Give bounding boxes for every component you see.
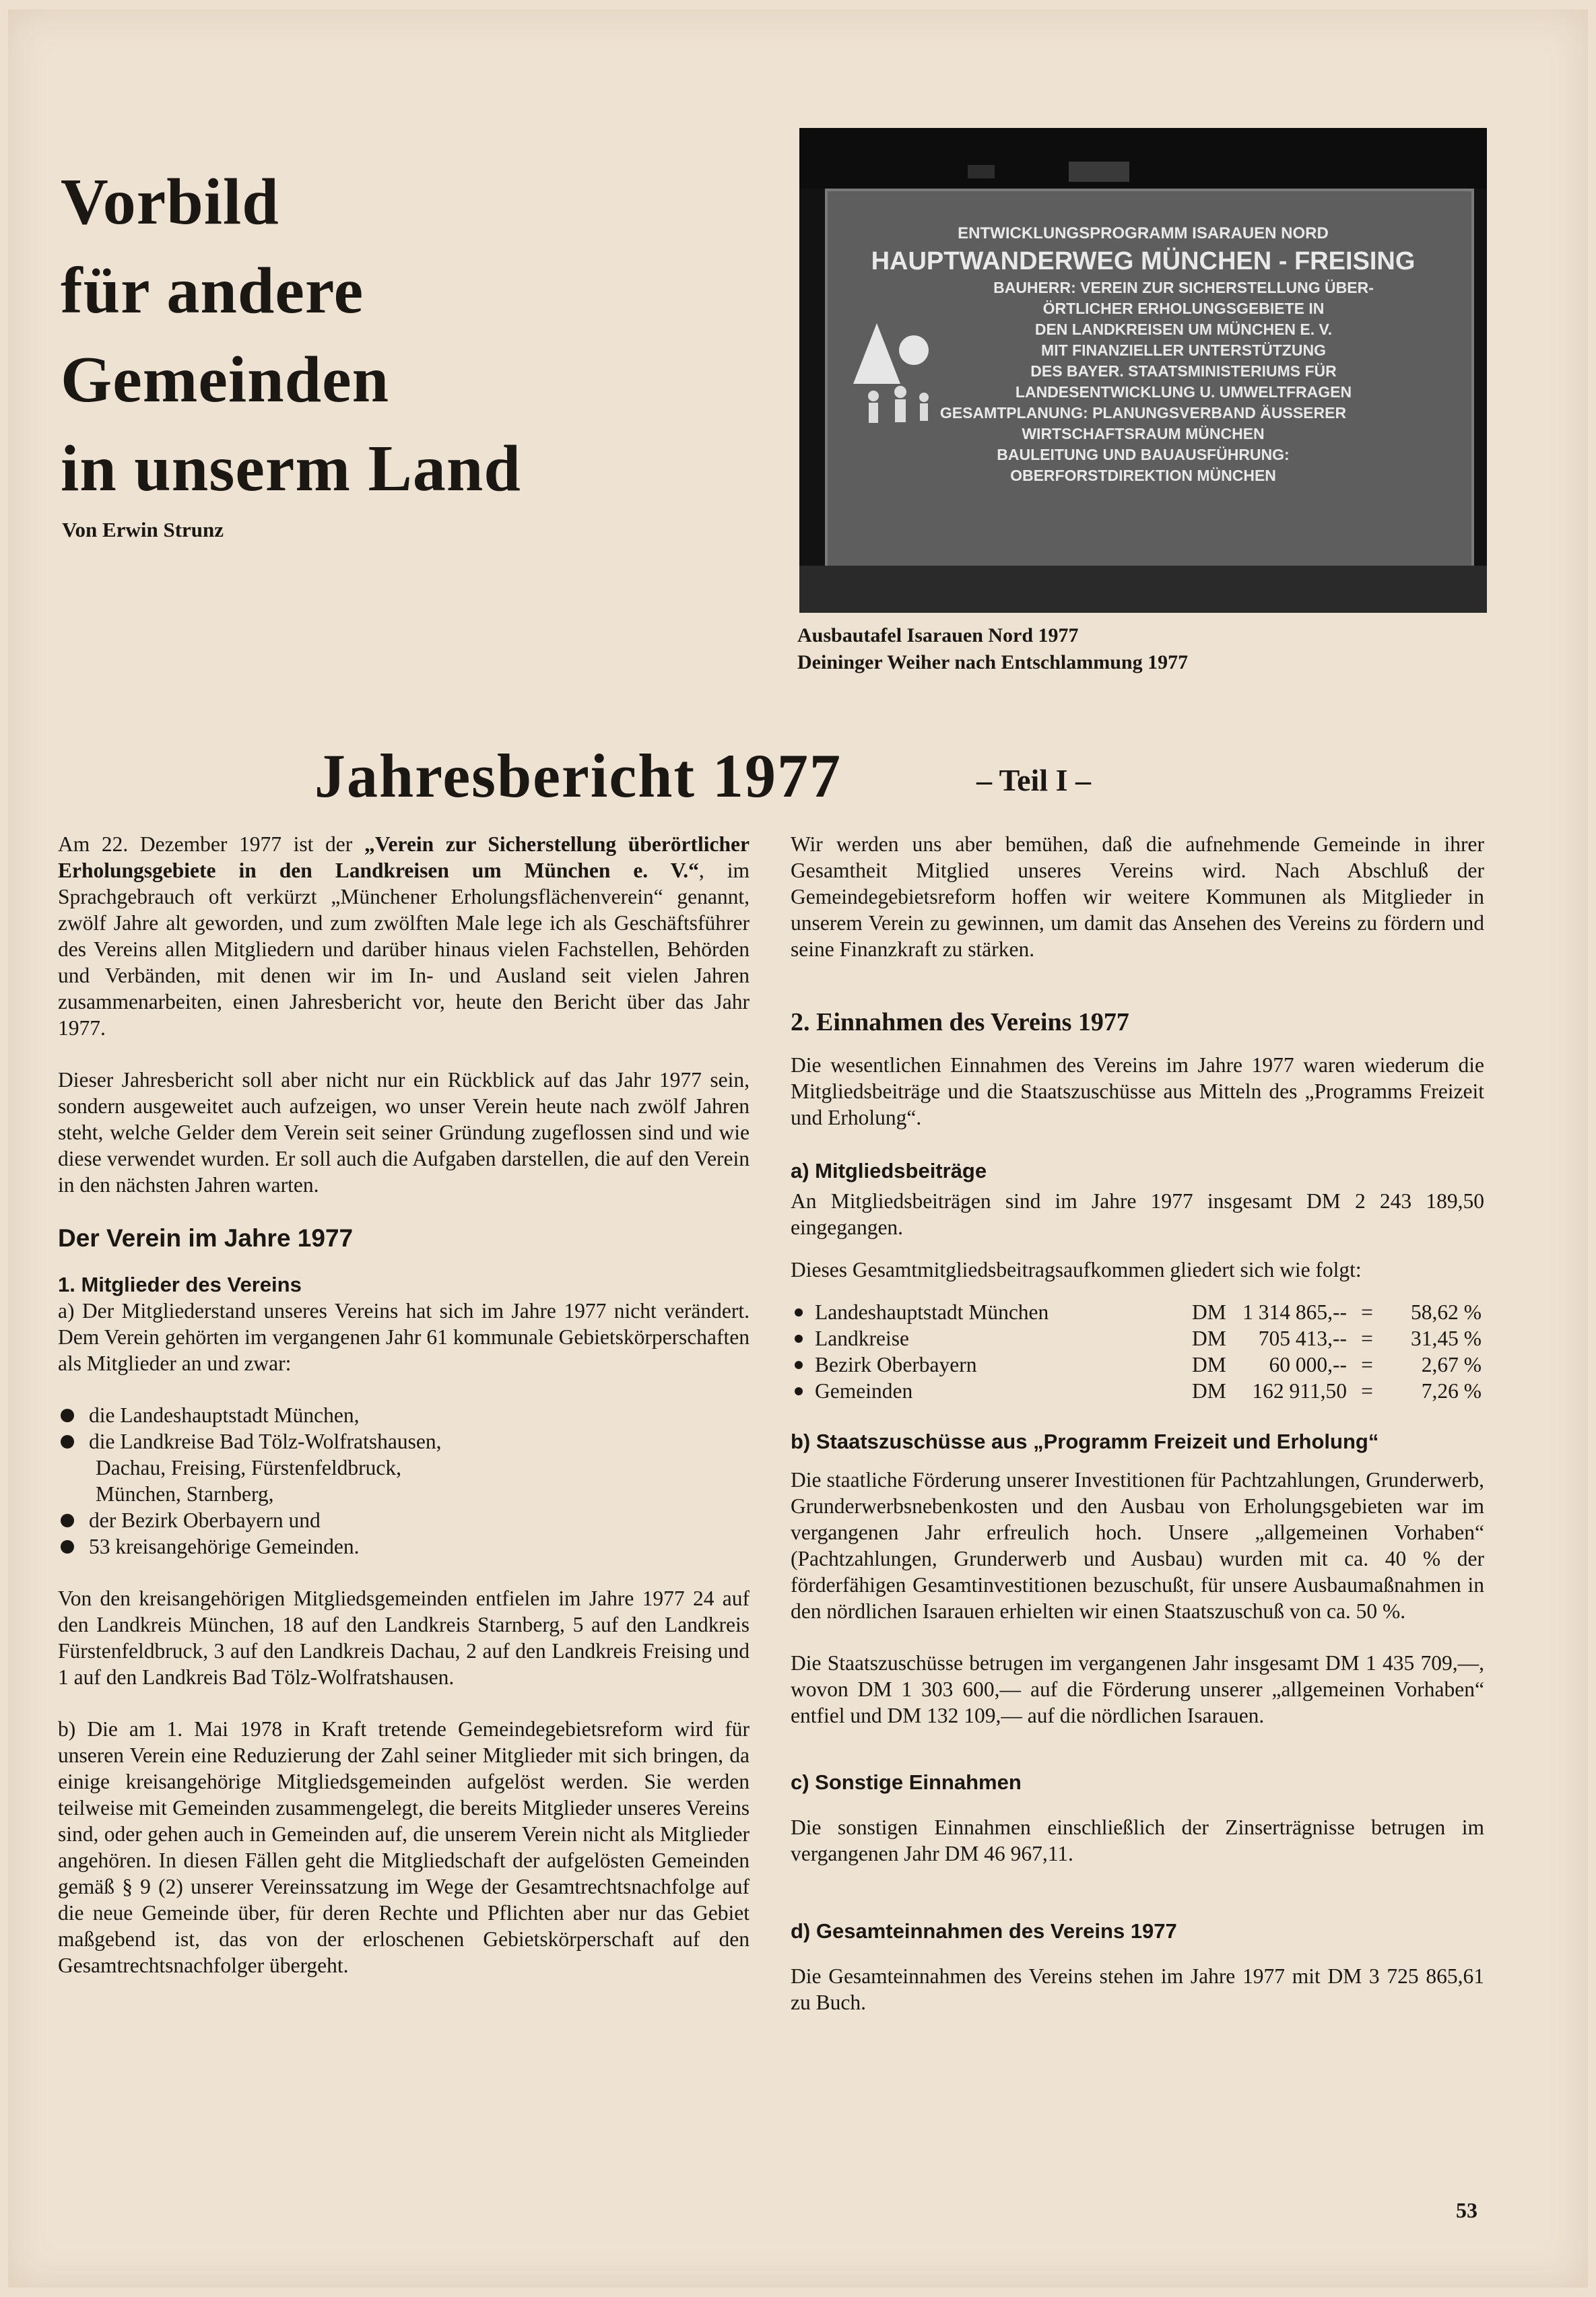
bullet-icon [795, 1361, 803, 1369]
paragraph: Wir werden uns aber bemühen, daß die aufnehmende Gemeinde in ihrer Gesamtheit Mitglied unseres Vereins wird. Nach Abschluß der Gemeindegebietsreform hoffen wir weitere Kommunen als Mitglieder in unserem Verein zu gewinnen, um damit das Ansehen des Vereins zu fördern und seine Finanzkraft zu stärken. [791, 832, 1484, 961]
row-label: Gemeinden [815, 1379, 913, 1403]
row-equals: = [1361, 1379, 1373, 1403]
member-item [58, 1481, 750, 1507]
paragraph: Die Staatszuschüsse betrugen im vergangenen Jahr insgesamt DM 1 435 709,—, wovon DM 1 303 600,— auf die Förderung unserer „allgemeinen Vorhaben“ entfiel und DM 132 109,— auf die nördlichen Isarauen. [791, 1651, 1484, 1727]
member-item [58, 1402, 750, 1428]
intro-text-cont: , im Sprachgebrauch oft verkürzt „Münchener Erholungsflächenverein“ genannt, zwölf Jahre alt geworden, und zum zwölften Male lege ich als Geschäftsführer des Vereins allen Mitgliedern und darüber hinaus vielen Fachstellen, Behörden und Verbänden, mit denen wir im In- und Ausland seit vielen Jahren zusammenarbeiten, einen Jahresbericht vor, heute den Bericht über das Jahr 1977. [58, 859, 750, 1040]
article-title: Jahresbericht 1977 [314, 741, 842, 810]
magazine-page [8, 9, 1588, 2288]
subsection-heading: d) Gesamteinnahmen des Vereins 1977 [791, 1919, 1177, 1943]
member-text: 53 kreisangehörige Gemeinden. [89, 1535, 360, 1558]
row-label: Landkreise [815, 1327, 909, 1350]
contribution-table [791, 1299, 1482, 1404]
subsection-heading: b) Staatszuschüsse aus „Programm Freizeit und Erholung“ [791, 1430, 1379, 1453]
sign-line: ENTWICKLUNGSPROGRAMM ISARAUEN NORD [958, 224, 1329, 242]
sign-line: ÖRTLICHER ERHOLUNGSGEBIETE IN [1042, 300, 1325, 317]
row-amount: 162 911,50 [1252, 1379, 1347, 1403]
intro-paragraph [58, 831, 750, 1041]
row-amount: 1 314 865,-- [1242, 1300, 1347, 1324]
sign-line: DES BAYER. STAATSMINISTERIUMS FÜR [1030, 362, 1337, 380]
member-item [58, 1533, 750, 1560]
row-equals: = [1361, 1300, 1373, 1324]
paragraph: Dieses Gesamtmitgliedsbeitragsaufkommen gliedert sich wie folgt: [791, 1258, 1362, 1281]
row-name [791, 1325, 1192, 1352]
sign-photo [799, 128, 1487, 613]
row-name [791, 1299, 1192, 1325]
sign-line: BAULEITUNG UND BAUAUSFÜHRUNG: [997, 446, 1290, 463]
intro-text: Am 22. Dezember 1977 ist der [58, 832, 364, 856]
row-percent: 58,62 % [1411, 1300, 1482, 1324]
row-amount: 705 413,-- [1258, 1327, 1347, 1350]
paragraph: Dieser Jahresbericht soll aber nicht nur ein Rückblick auf das Jahr 1977 sein, sondern ausgeweitet auch aufzeigen, wo unser Verein heute nach zwölf Jahren steht, welche Gelder dem Verein seit seiner Gründung zugeflossen sind und wie diese verwendet wurden. Er soll auch die Aufgaben darstellen, die auf den Verein in den nächsten Jahren warten. [58, 1068, 750, 1197]
subsection-heading: c) Sonstige Einnahmen [791, 1770, 1022, 1794]
section-heading: Der Verein im Jahre 1977 [58, 1224, 354, 1252]
sign-line: BAUHERR: VEREIN ZUR SICHERSTELLUNG ÜBER- [993, 279, 1374, 296]
member-text: der Bezirk Oberbayern und [89, 1508, 321, 1532]
member-text: die Landeshauptstadt München, [89, 1403, 360, 1427]
row-currency: DM [1192, 1300, 1226, 1324]
sign-line: HAUPTWANDERWEG MÜNCHEN - FREISING [871, 247, 1416, 275]
byline: Von Erwin Strunz [62, 518, 224, 541]
paragraph: Die staatliche Förderung unserer Investitionen für Pachtzahlungen, Grunderwerb, Grunderwerbsnebenkosten und den Ausbau von Erholungsgebieten war im vergangenen Jahr erfreulich hoch. Unsere „allgemeinen Vorhaben“ (Pachtzahlungen, Grunderwerb und Ausbau) wurden mit ca. 40 % der förderfähigen Gesamtinvestitionen bezuschußt, für unsere Ausbaumaßnahmen in den nördlichen Isarauen erhielten wir einen Staatszuschuß von ca. 50 %. [791, 1468, 1484, 1623]
left-column [58, 831, 750, 1978]
page-number: 53 [1456, 2198, 1477, 2222]
sign-line: WIRTSCHAFTSRAUM MÜNCHEN [1022, 425, 1265, 442]
bullet-icon [795, 1335, 803, 1343]
member-text: Dachau, Freising, Fürstenfeldbruck, [96, 1456, 402, 1479]
sign-line: LANDESENTWICKLUNG U. UMWELTFRAGEN [1015, 383, 1352, 401]
paragraph: Die sonstigen Einnahmen einschließlich der Zinserträgnisse betrugen im vergangenen Jahr DM 46 967,11. [791, 1816, 1484, 1865]
member-text: die Landkreise Bad Tölz-Wolfratshausen, [89, 1430, 442, 1453]
caption-line: Deininger Weiher nach Entschlammung 1977 [797, 651, 1189, 673]
row-amount: 60 000,-- [1269, 1353, 1347, 1376]
table-row [791, 1325, 1482, 1352]
subsection-heading: a) Mitgliedsbeiträge [791, 1159, 987, 1183]
bullet-icon [795, 1387, 803, 1395]
association-name: „Verein zur Sicherstellung überörtlicher Erholungsgebiete in den Landkreisen um München e. V.“ [58, 832, 750, 882]
row-name [791, 1378, 1192, 1404]
row-label: Landeshauptstadt München [815, 1300, 1049, 1324]
row-equals: = [1361, 1327, 1373, 1350]
row-name [791, 1352, 1192, 1378]
row-currency: DM [1192, 1327, 1226, 1350]
row-equals: = [1361, 1353, 1373, 1376]
bullet-icon [61, 1540, 74, 1554]
bullet-icon [795, 1308, 803, 1317]
bullet-icon [61, 1409, 74, 1422]
paragraph: a) Der Mitgliederstand unseres Vereins hat sich im Jahre 1977 nicht verändert. Dem Verein gehörten im vergangenen Jahr 61 kommunale Gebietskörperschaften als Mitglieder an und zwar: [58, 1299, 750, 1375]
row-currency: DM [1192, 1353, 1226, 1376]
row-percent: 2,67 % [1421, 1353, 1482, 1376]
bullet-icon [61, 1435, 74, 1449]
member-text: München, Starnberg, [96, 1482, 274, 1506]
row-percent: 7,26 % [1421, 1379, 1482, 1403]
paragraph: Die wesentlichen Einnahmen des Vereins im Jahre 1977 waren wiederum die Mitgliedsbeiträge und die Staatszuschüsse aus Mitteln des „Programms Freizeit und Erholung“. [791, 1053, 1484, 1129]
sign-text [799, 222, 1487, 486]
paragraph: An Mitgliedsbeiträgen sind im Jahre 1977 insgesamt DM 2 243 189,50 eingegangen. [791, 1189, 1484, 1239]
member-list [58, 1402, 750, 1560]
table-row [791, 1378, 1482, 1404]
member-item [58, 1507, 750, 1533]
section-heading: 2. Einnahmen des Vereins 1977 [791, 1008, 1129, 1036]
headline-line: Vorbild [61, 166, 279, 238]
caption-line: Ausbautafel Isarauen Nord 1977 [797, 624, 1079, 646]
headline-line: Gemeinden [61, 343, 390, 416]
right-column [791, 831, 1484, 2016]
member-item [58, 1428, 750, 1455]
subsection-heading: 1. Mitglieder des Vereins [58, 1273, 302, 1296]
headline-line: in unserm Land [61, 432, 521, 505]
member-item [58, 1455, 750, 1481]
sign-line: MIT FINANZIELLER UNTERSTÜTZUNG [1041, 341, 1326, 359]
sign-line: DEN LANDKREISEN UM MÜNCHEN E. V. [1034, 321, 1333, 338]
paragraph: b) Die am 1. Mai 1978 in Kraft tretende Gemeindegebietsreform wird für unseren Verein eine Reduzierung der Zahl seiner Mitglieder mit sich bringen, da einige kreisangehörige Mitgliedsgemeinden aufgelöst werden. Sie werden teilweise mit Gemeinden zusammengelegt, die bereits Mitglieder unseres Vereins sind, oder gehen auch in Gemeinden auf, die unserem Verein nicht als Mitglieder angehören. In diesen Fällen geht die Mitgliedschaft der aufgelösten Gemeinden gemäß § 9 (2) unserer Vereinssatzung im Wege der Gesamtrechtsnachfolge auf die neue Gemeinde über, für deren Rechte und Pflichten aber nur das Gebiet maßgebend ist, das von der erloschenen Gebietskörperschaft auf den Gesamtrechtsnachfolger übergeht. [58, 1717, 750, 1977]
row-label: Bezirk Oberbayern [815, 1353, 977, 1376]
row-currency: DM [1192, 1379, 1226, 1403]
paragraph: Von den kreisangehörigen Mitgliedsgemeinden entfielen im Jahre 1977 24 auf den Landkreis München, 18 auf den Landkreis Starnberg, 5 auf den Landkreis Fürstenfeldbruck, 3 auf den Landkreis Dachau, 2 auf den Landkreis Freising und 1 auf den Landkreis Bad Tölz-Wolfratshausen. [58, 1587, 750, 1689]
paragraph: Die Gesamteinnahmen des Vereins stehen im Jahre 1977 mit DM 3 725 865,61 zu Buch. [791, 1964, 1484, 2014]
sign-line: GESAMTPLANUNG: PLANUNGSVERBAND ÄUSSERER [939, 404, 1347, 422]
headline-line: für andere [61, 255, 364, 327]
photo-caption [797, 622, 1188, 676]
headline [61, 158, 521, 513]
table-row [791, 1299, 1482, 1325]
bullet-icon [61, 1514, 74, 1527]
row-percent: 31,45 % [1411, 1327, 1482, 1350]
article-subtitle: – Teil I – [976, 763, 1092, 797]
sign-line: OBERFORSTDIREKTION MÜNCHEN [1010, 467, 1276, 484]
table-row [791, 1352, 1482, 1378]
